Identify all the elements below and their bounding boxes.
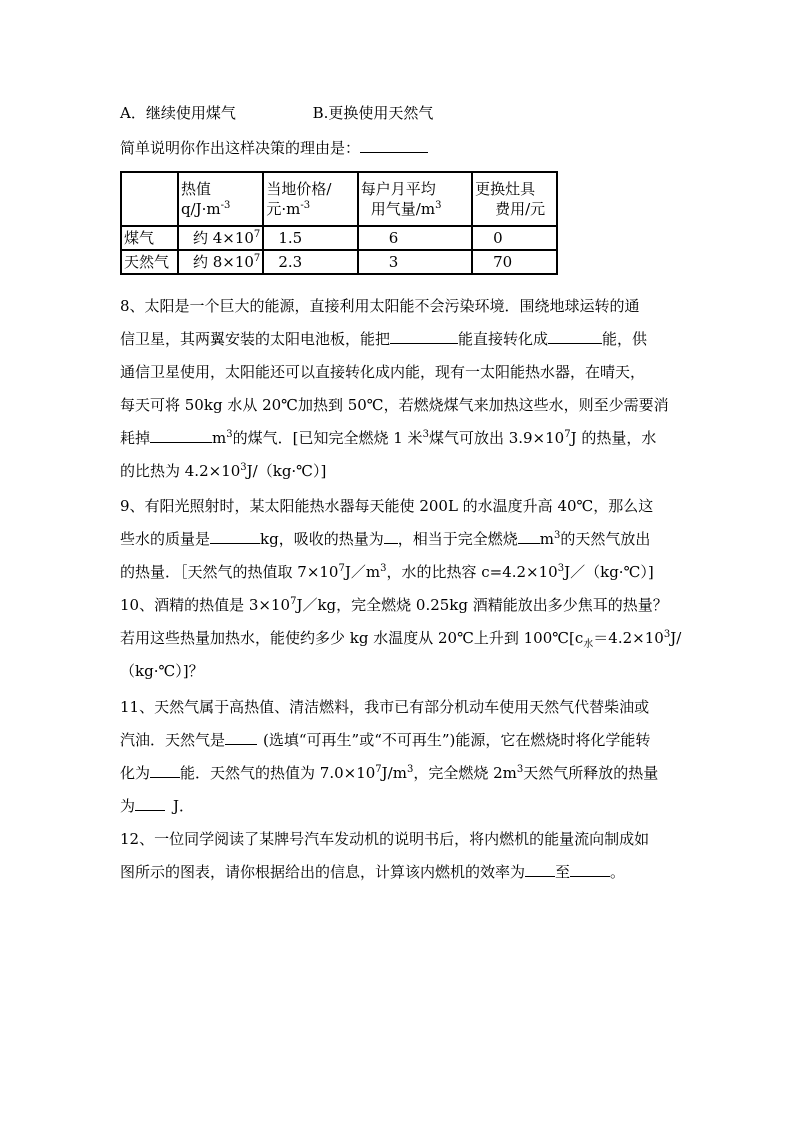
q11-line-2	[120, 730, 650, 750]
q9-blank-2[interactable]	[384, 529, 398, 544]
q8-line-6	[120, 461, 326, 481]
q11-text: (选填“可再生”或“不可再生”)能源，它在燃烧时将化学能转	[263, 731, 651, 749]
q11-text: ，完全燃烧 2m	[413, 764, 517, 782]
q10-sup: 7	[290, 596, 297, 607]
q8-text: 信卫星，其两翼安装的太阳电池板，能把	[120, 330, 391, 348]
q8-sup: 3	[226, 429, 233, 440]
row-heat-exp: 7	[253, 229, 261, 240]
row-heat-text: 约 4×10	[192, 229, 254, 247]
q8-text: J/（kg·℃）]	[246, 462, 327, 480]
q10-line-2	[120, 628, 681, 648]
q9-text: J／（kg·℃）]	[564, 563, 654, 581]
q12-text: 图所示的图表，请你根据给出的信息，计算该内燃机的效率为	[120, 863, 526, 881]
q9-sup: 3	[557, 563, 565, 574]
q9-sup: 3	[380, 563, 387, 574]
reason-blank[interactable]	[360, 138, 428, 153]
row-heat	[178, 250, 263, 274]
q10-line-1	[120, 595, 668, 615]
q11-text: J/m	[381, 764, 407, 782]
fuel-comparison-table	[120, 171, 558, 275]
q12-text: 。	[610, 863, 626, 881]
q9-text: ，水的比热容 c=4.2×10	[386, 563, 558, 581]
table-header-cell	[358, 172, 472, 226]
table-header-cell	[178, 172, 263, 226]
q11-blank-3[interactable]	[135, 796, 165, 811]
header-heat-l2: q/J·m	[180, 200, 221, 218]
q11-sup: 7	[375, 764, 382, 775]
table-header-cell	[263, 172, 357, 226]
header-price-l1: 当地价格/	[266, 180, 332, 198]
q12-line-2	[120, 862, 625, 882]
q8-text: 能，供	[602, 330, 648, 348]
table-header-row	[121, 172, 557, 226]
q10-text: 10、酒精的热值是 3×10	[120, 596, 291, 614]
header-usage-sup: 3	[435, 200, 442, 211]
header-heat-l1: 热值	[180, 180, 211, 198]
q11-text: 天然气所释放的热量	[523, 764, 659, 782]
header-usage-l2: 用气量/m	[370, 200, 436, 218]
q11-text: 化为	[120, 764, 151, 782]
table-header-cell	[121, 172, 178, 226]
q8-blank-1[interactable]	[390, 329, 458, 344]
row-name: 天然气	[121, 250, 178, 274]
header-usage-l1: 每户月平均	[360, 180, 436, 198]
q10-text: 若用这些热量加热水，能使约多少 kg 水温度从 20℃上升到 100℃[c	[120, 629, 584, 647]
reason-text: 简单说明你作出这样决策的理由是：	[120, 139, 361, 157]
q9-text: J／m	[344, 563, 381, 581]
q11-blank-2[interactable]	[150, 763, 180, 778]
q11-line-4	[120, 796, 194, 816]
q8-blank-2[interactable]	[548, 329, 602, 344]
header-cost-l1: 更换灶具	[475, 180, 536, 198]
q11-line-1: 11、天然气属于高热值、清洁燃料，我市已有部分机动车使用天然气代替柴油或	[120, 698, 650, 716]
q9-text: 些水的质量是	[120, 530, 211, 548]
q11-line-3	[120, 763, 658, 783]
q8-blank-3[interactable]	[150, 428, 212, 443]
q8-sup: 3	[422, 429, 429, 440]
row-heat	[178, 226, 263, 250]
q10-text: ＝4.2×10	[593, 629, 664, 647]
q12-line-1: 12、一位同学阅读了某牌号汽车发动机的说明书后，将内燃机的能量流向制成如	[120, 830, 650, 848]
q10-sub: 水	[583, 639, 594, 650]
q8-text: 的煤气．[已知完全燃烧 1 米	[232, 429, 423, 447]
q8-text: 的比热为 4.2×10	[120, 462, 241, 480]
q11-text: 汽油．天然气是	[120, 731, 226, 749]
q9-sup: 7	[338, 563, 345, 574]
q8-sup: 7	[564, 429, 571, 440]
q8-line-4: 每天可将 50kg 水从 20℃加热到 50℃，若燃烧煤气来加热这些水，则至少需要消	[120, 396, 669, 414]
row-heat-exp: 7	[253, 253, 261, 264]
table-row	[121, 226, 557, 250]
row-usage: 3	[358, 250, 472, 274]
option-a[interactable]: A．继续使用煤气	[120, 104, 236, 122]
q8-line-1: 8、太阳是一个巨大的能源，直接利用太阳能不会污染环境．围绕地球运转的通	[120, 297, 640, 315]
q8-text: 能直接转化成	[458, 330, 549, 348]
q9-text: kg，吸收的热量为	[260, 530, 384, 548]
row-price: 2.3	[263, 250, 357, 274]
q8-text: J 的热量，水	[570, 429, 657, 447]
q9-blank-1[interactable]	[210, 529, 260, 544]
q11-blank-1[interactable]	[225, 730, 257, 745]
option-b[interactable]: B.更换使用天然气	[312, 104, 434, 122]
q11-text: 能．天然气的热值为 7.0×10	[180, 764, 376, 782]
header-price-l2: 元·m	[266, 200, 301, 218]
q9-text: 的热量．［天然气的热值取 7×10	[120, 563, 339, 581]
q8-line-3: 通信卫星使用，太阳能还可以直接转化成内能，现有一太阳能热水器，在晴天，	[120, 363, 646, 381]
options-line	[120, 103, 433, 123]
row-usage: 6	[358, 226, 472, 250]
q9-text: m	[539, 530, 554, 548]
q9-blank-3[interactable]	[518, 529, 540, 544]
header-price-sup: -3	[300, 200, 311, 211]
q8-text: 煤气可放出 3.9×10	[428, 429, 565, 447]
q9-line-1: 9、有阳光照射时，某太阳能热水器每天能使 200L 的水温度升高 40℃，那么这	[120, 497, 654, 515]
row-cost: 0	[472, 226, 557, 250]
q9-line-3	[120, 562, 654, 582]
q12-blank-1[interactable]	[525, 862, 555, 877]
q8-line-5	[120, 428, 656, 448]
q10-text: J/	[670, 629, 682, 647]
q10-text: J／kg，完全燃烧 0.25kg 酒精能放出多少焦耳的热量？	[296, 596, 668, 614]
q9-text: 的天然气放出	[560, 530, 651, 548]
header-heat-sup: -3	[220, 200, 231, 211]
q9-line-2	[120, 529, 650, 549]
table-row	[121, 250, 557, 274]
table-header-cell	[472, 172, 557, 226]
q11-sup: 3	[406, 764, 414, 775]
q8-line-2	[120, 329, 647, 349]
row-cost: 70	[472, 250, 557, 274]
q8-text: m	[212, 429, 227, 447]
q8-sup: 3	[240, 462, 247, 473]
q11-text: 为	[120, 797, 136, 815]
header-cost-l2: 费用/元	[495, 200, 546, 218]
row-price: 1.5	[263, 226, 357, 250]
q10-line-3: （kg·℃）]？	[120, 662, 204, 680]
q9-text: ，相当于完全燃烧	[397, 530, 518, 548]
q12-blank-2[interactable]	[570, 862, 610, 877]
q11-text: J．	[173, 797, 195, 815]
row-heat-text: 约 8×10	[192, 253, 254, 271]
q10-sup: 3	[663, 629, 671, 640]
q9-sup: 3	[553, 530, 561, 541]
q12-text: 至	[555, 863, 571, 881]
q11-sup: 3	[516, 764, 524, 775]
reason-prompt	[120, 138, 428, 158]
row-name: 煤气	[121, 226, 178, 250]
q8-text: 耗掉	[120, 429, 151, 447]
